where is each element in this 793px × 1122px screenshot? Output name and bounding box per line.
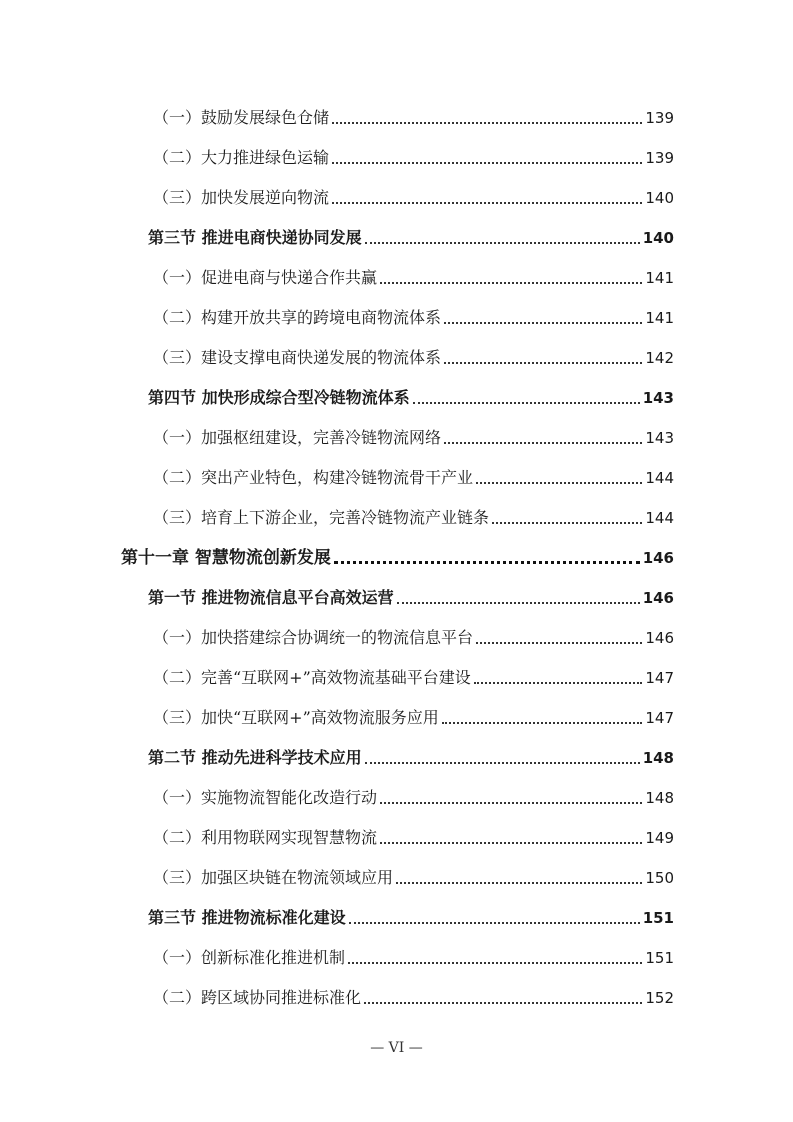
toc-entry-item[interactable] [153,103,674,129]
toc-entry-title: （一）创新标准化推进机制 [153,948,346,967]
dot-leader [349,921,640,924]
dot-leader [476,481,642,484]
dot-leader [334,560,640,564]
toc-entry-title: （三）培育上下游企业，完善冷链物流产业链条 [153,508,490,527]
toc-entry-page-number: 148 [642,749,674,767]
toc-entry-item[interactable] [153,143,674,169]
toc-entry-item[interactable] [153,343,674,369]
toc-entry-item[interactable] [153,943,674,969]
toc-entry-title: （一）实施物流智能化改造行动 [153,788,378,807]
toc-entry-page-number: 139 [645,149,674,167]
toc-entry-page-number: 144 [645,469,674,487]
toc-entry-page-number: 152 [645,989,674,1007]
toc-entry-title: （二）完善“互联网+”高效物流基础平台建设 [153,668,471,687]
dot-leader [365,241,640,244]
toc-entry-item[interactable] [153,303,674,329]
dot-leader [413,401,640,404]
toc-entry-title: 第一节 推进物流信息平台高效运营 [148,588,394,607]
dot-leader [380,281,642,284]
dot-leader [332,201,642,204]
toc-entry-title: （三）加强区块链在物流领域应用 [153,868,394,887]
dot-leader [365,761,640,764]
dot-leader [380,841,642,844]
toc-entry-page-number: 144 [645,509,674,527]
dot-leader [397,601,640,604]
dot-leader [442,721,643,724]
toc-entry-page-number: 151 [642,909,674,927]
toc-entry-page-number: 151 [645,949,674,967]
toc-entry-title: （二）构建开放共享的跨境电商物流体系 [153,308,442,327]
dot-leader [444,441,642,444]
dot-leader [396,881,642,884]
toc-entry-item[interactable] [153,503,674,529]
toc-entry-title: （三）加快“互联网+”高效物流服务应用 [153,708,439,727]
dot-leader [474,681,643,684]
toc-entry-title: （一）鼓励发展绿色仓储 [153,108,330,127]
toc-entry-item[interactable] [153,263,674,289]
toc-entry-title: （二）利用物联网实现智慧物流 [153,828,378,847]
toc-entry-page-number: 143 [645,429,674,447]
toc-entry-item[interactable] [153,783,674,809]
toc-entry-page-number: 142 [645,349,674,367]
toc-entry-title: （三）建设支撑电商快递发展的物流体系 [153,348,442,367]
toc-entry-item[interactable] [153,823,674,849]
toc-entry-title: （一）加快搭建综合协调统一的物流信息平台 [153,628,474,647]
toc-entry-page-number: 141 [645,309,674,327]
toc-entry-section[interactable] [148,743,674,769]
toc-entry-title: 第十一章 智慧物流创新发展 [121,548,331,568]
dot-leader [380,801,642,804]
toc-entry-item[interactable] [153,423,674,449]
toc-entry-page-number: 140 [642,229,674,247]
toc-entry-page-number: 147 [645,669,674,687]
toc-entry-item[interactable] [153,863,674,889]
toc-entry-page-number: 146 [645,629,674,647]
dot-leader [332,121,642,124]
toc-entry-page-number: 139 [645,109,674,127]
toc-entry-chapter[interactable] [121,543,674,569]
dot-leader [332,161,642,164]
toc-entry-title: （二）跨区域协同推进标准化 [153,988,362,1007]
toc-entry-title: 第三节 推进物流标准化建设 [148,908,346,927]
dot-leader [444,361,642,364]
toc-entry-item[interactable] [153,183,674,209]
toc-entry-page-number: 150 [645,869,674,887]
toc-entry-section[interactable] [148,903,674,929]
dot-leader [348,961,642,964]
toc-entry-item[interactable] [153,463,674,489]
toc-entry-page-number: 140 [645,189,674,207]
toc-entry-page-number: 149 [645,829,674,847]
toc-entry-title: （二）突出产业特色，构建冷链物流骨干产业 [153,468,474,487]
toc-entry-title: 第四节 加快形成综合型冷链物流体系 [148,388,410,407]
toc-entry-item[interactable] [153,703,674,729]
toc-entry-page-number: 146 [642,589,674,607]
toc-entry-title: （一）促进电商与快递合作共赢 [153,268,378,287]
toc-entry-section[interactable] [148,583,674,609]
toc-entry-item[interactable] [153,623,674,649]
dot-leader [364,1001,642,1004]
toc-entry-title: 第二节 推动先进科学技术应用 [148,748,362,767]
dot-leader [476,641,642,644]
toc-entry-page-number: 143 [642,389,674,407]
toc-entry-title: 第三节 推进电商快递协同发展 [148,228,362,247]
toc-entry-section[interactable] [148,383,674,409]
toc-entry-title: （一）加强枢纽建设，完善冷链物流网络 [153,428,442,447]
toc-entry-section[interactable] [148,223,674,249]
dot-leader [444,321,642,324]
dot-leader [492,521,642,524]
toc-entry-page-number: 147 [645,709,674,727]
toc-entry-item[interactable] [153,983,674,1009]
page-number-footer: — VI — [370,1040,423,1056]
toc-entry-title: （二）大力推进绿色运输 [153,148,330,167]
toc-entry-page-number: 141 [645,269,674,287]
toc-entry-page-number: 148 [645,789,674,807]
toc-entry-title: （三）加快发展逆向物流 [153,188,330,207]
toc-entry-page-number: 146 [642,549,674,567]
toc-entry-item[interactable] [153,663,674,689]
